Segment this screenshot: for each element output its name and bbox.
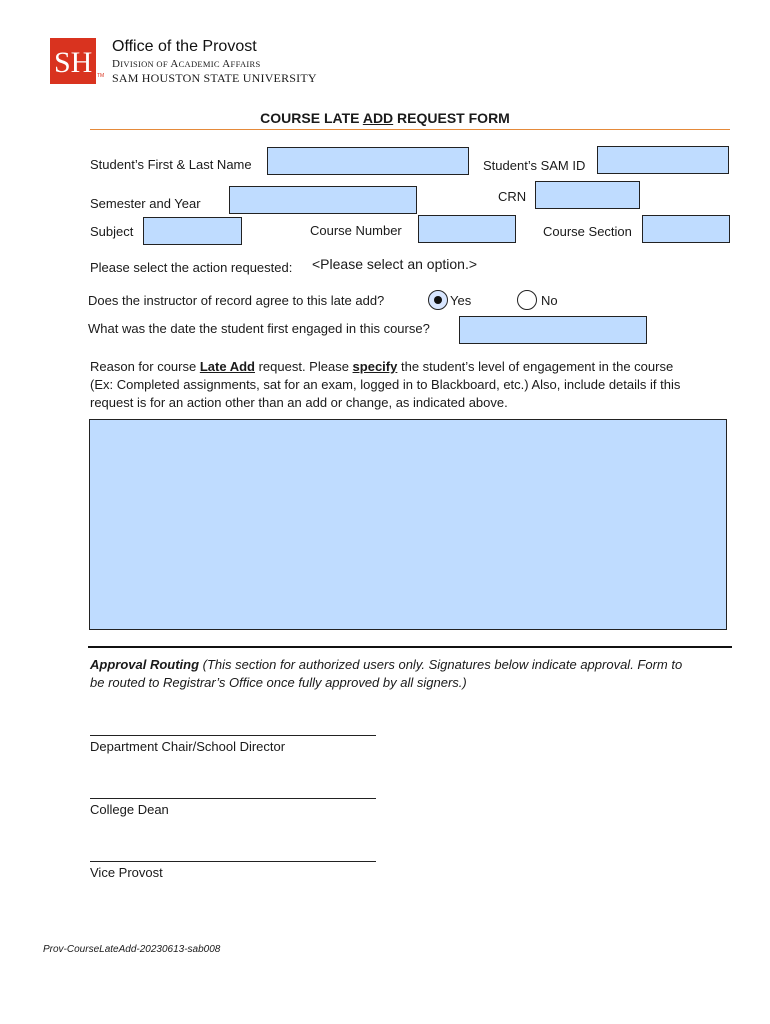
student-name-field[interactable] <box>267 147 469 175</box>
provost-signature-label: Vice Provost <box>90 865 163 880</box>
reason-instructions: Reason for course Late Add request. Please specify the student’s level of engagement in the course (Ex: Completed assignments, sat for an exam, logged in to Blackboard, etc.) Also, include details if this request is for an action other than an add or change, as indicated above. <box>90 359 681 410</box>
title-divider <box>90 129 730 130</box>
yes-radio[interactable] <box>428 290 448 310</box>
course-section-label: Course Section <box>543 224 632 239</box>
action-label: Please select the action requested: <box>90 260 293 275</box>
sam-id-label: Student’s SAM ID <box>483 158 586 173</box>
crn-field[interactable] <box>535 181 640 209</box>
semester-label: Semester and Year <box>90 196 201 211</box>
action-dropdown[interactable]: <Please select an option.> <box>312 256 478 272</box>
crn-label: CRN <box>498 189 527 204</box>
yes-label: Yes <box>450 293 472 308</box>
no-radio[interactable] <box>517 290 537 310</box>
subject-label: Subject <box>90 224 134 239</box>
engaged-date-question: What was the date the student first engaged in this course? <box>88 321 430 336</box>
form-title: COURSE LATE ADD REQUEST FORM <box>260 110 510 126</box>
section-divider <box>88 646 732 648</box>
dean-signature-line[interactable] <box>90 798 376 799</box>
university-name: SAM HOUSTON STATE UNIVERSITY <box>112 71 317 85</box>
course-section-field[interactable] <box>642 215 730 243</box>
office-name: Office of the Provost <box>112 38 257 55</box>
course-number-field[interactable] <box>418 215 516 243</box>
shsu-logo <box>50 38 96 84</box>
course-number-label: Course Number <box>310 223 402 238</box>
approval-routing-note: Approval Routing (This section for authorized users only. Signatures below indicate approval. Form to be routed to Registrar’s Office once fully approved by all signers.) <box>90 657 683 690</box>
provost-signature-line[interactable] <box>90 861 376 862</box>
reason-textarea[interactable] <box>89 419 727 630</box>
logo-trademark: TM <box>97 73 105 79</box>
no-label: No <box>541 293 558 308</box>
division-name: DIVISION OF ACADEMIC AFFAIRS <box>112 58 261 70</box>
chair-signature-line[interactable] <box>90 735 376 736</box>
instructor-question: Does the instructor of record agree to this late add? <box>88 293 385 308</box>
logo-letters: SH <box>54 46 93 79</box>
dean-signature-label: College Dean <box>90 802 169 817</box>
subject-field[interactable] <box>143 217 242 245</box>
student-name-label: Student’s First & Last Name <box>90 157 252 172</box>
chair-signature-label: Department Chair/School Director <box>90 739 286 754</box>
radio-selected-dot <box>434 296 442 304</box>
sam-id-field[interactable] <box>597 146 729 174</box>
semester-field[interactable] <box>229 186 417 214</box>
engaged-date-field[interactable] <box>459 316 647 344</box>
form-code-footer: Prov-CourseLateAdd-20230613-sab008 <box>43 944 221 955</box>
